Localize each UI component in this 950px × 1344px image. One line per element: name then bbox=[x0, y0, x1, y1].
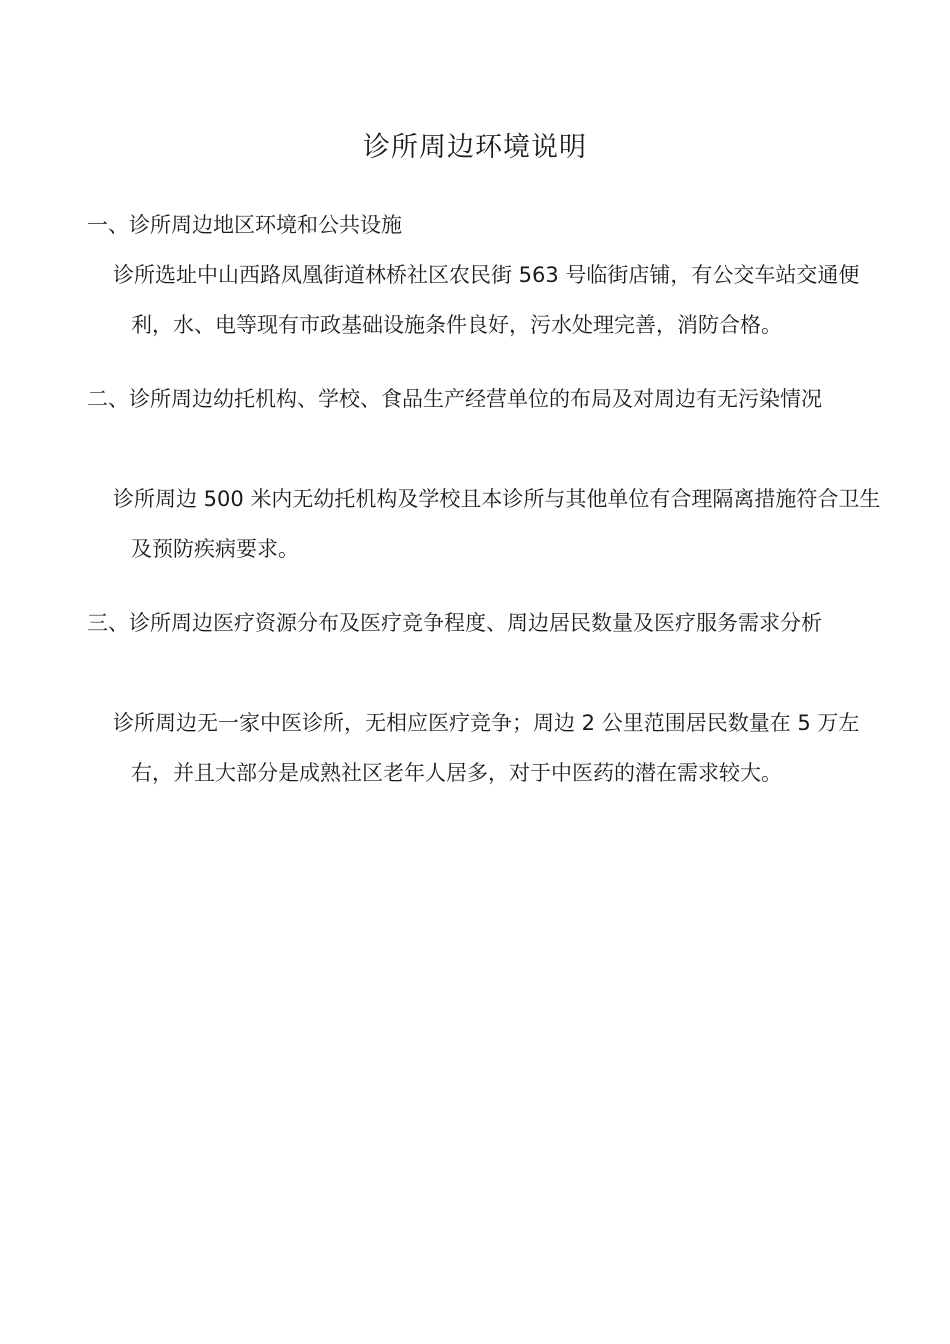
section-heading-3: 三、诊所周边医疗资源分布及医疗竞争程度、周边居民数量及医疗服务需求分析 bbox=[87, 611, 822, 635]
section-body-1: 诊所选址中山西路凤凰街道林桥社区农民街 563 号临街店铺，有公交车站交通便利，水、电等现有市政基础设施条件良好，污水处理完善，消防合格。 bbox=[113, 263, 860, 337]
section-body-3: 诊所周边无一家中医诊所，无相应医疗竞争；周边 2 公里范围居民数量在 5 万左右，并且大部分是成熟社区老年人居多，对于中医药的潜在需求较大。 bbox=[113, 711, 860, 785]
page-title: 诊所周边环境说明 bbox=[363, 132, 587, 163]
section-body-2: 诊所周边 500 米内无幼托机构及学校且本诊所与其他单位有合理隔离措施符合卫生及预防疾病要求。 bbox=[113, 487, 881, 561]
section-heading-1: 一、诊所周边地区环境和公共设施 bbox=[87, 213, 402, 237]
section-heading-2: 二、诊所周边幼托机构、学校、食品生产经营单位的布局及对周边有无污染情况 bbox=[87, 387, 822, 411]
